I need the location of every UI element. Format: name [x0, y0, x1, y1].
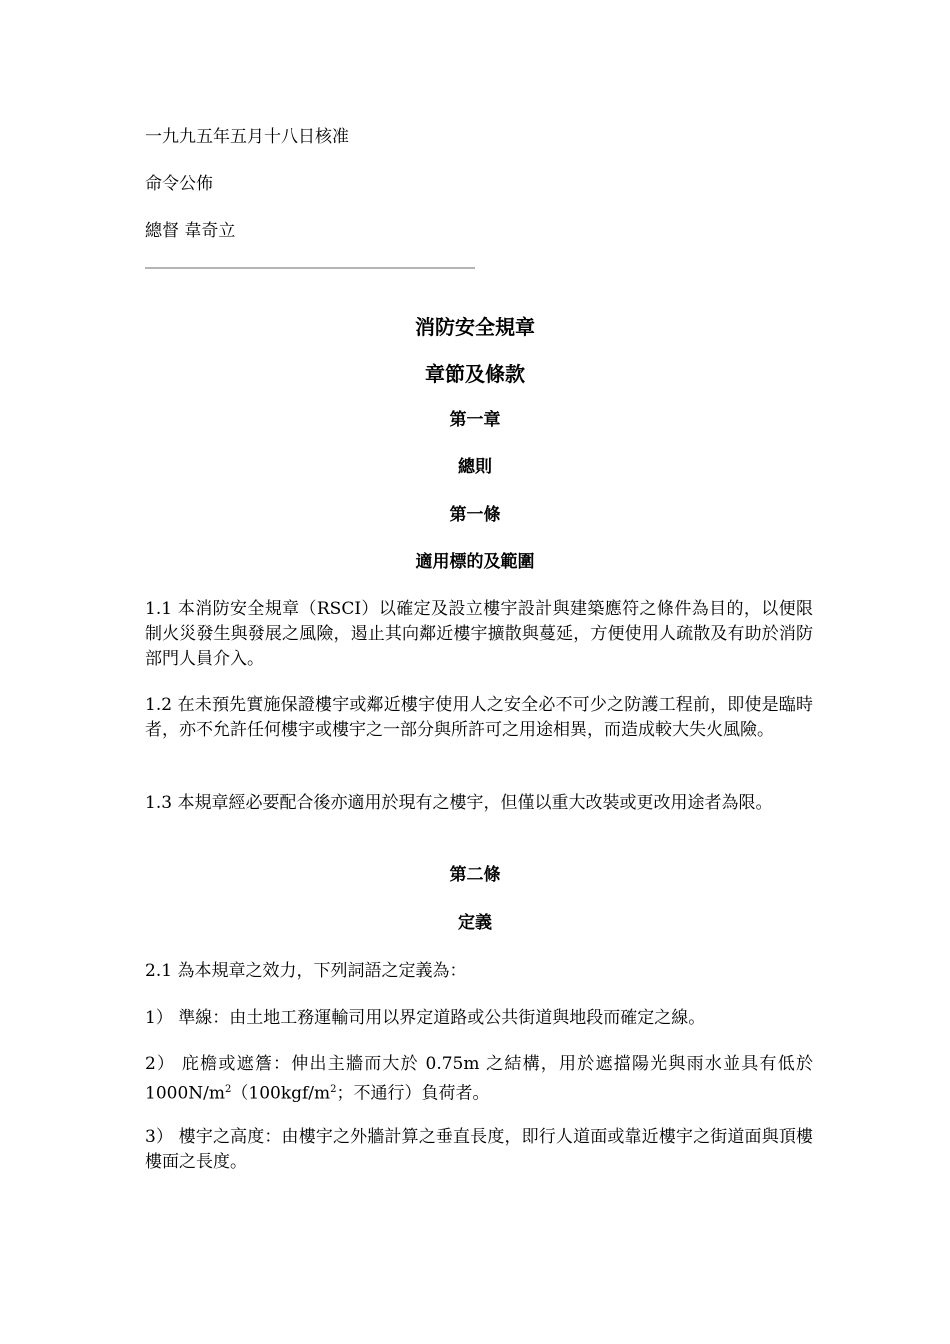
document-subtitle: 章節及條款 [425, 362, 525, 386]
paragraph-1-2: 1.2 在未預先實施保證樓宇或鄰近樓宇使用人之安全必不可少之防護工程前，即使是臨時者，亦不允許任何樓宇或樓宇之一部分與所許可之用途相異，而造成較大失火風險。 [145, 695, 813, 740]
article-1-heading: 第一條 [449, 505, 501, 525]
promulgation-line: 命令公佈 [145, 174, 213, 194]
paragraph-2-1: 2.1 為本規章之效力，下列詞語之定義為： [145, 961, 467, 981]
definition-2-text-c: ；不通行）負荷者。 [336, 1083, 490, 1104]
definition-2-sup-2: 2 [330, 1084, 337, 1095]
paragraph-1-1: 1.1 本消防安全規章（RSCI）以確定及設立樓宇設計與建築應符之條件為目的，以便限制火災發生與發展之風險，遏止其向鄰近樓宇擴散與蔓延，方便使用人疏散及有助於消防部門人員介入。 [145, 599, 813, 669]
article-2-title: 定義 [458, 913, 492, 933]
chapter-heading: 第一章 [449, 410, 501, 430]
paragraph-1-3: 1.3 本規章經必要配合後亦適用於現有之樓宇，但僅以重大改裝或更改用途者為限。 [145, 793, 773, 813]
definition-2-text-b: （100kgf/m [231, 1083, 331, 1104]
approval-date: 一九九五年五月十八日核准 [145, 127, 349, 147]
document-title: 消防安全規章 [415, 315, 535, 339]
article-1-title: 適用標的及範圍 [415, 552, 535, 572]
chapter-title: 總則 [458, 457, 492, 477]
separator-rule [145, 267, 475, 269]
signatory-line: 總督 韋奇立 [145, 221, 236, 241]
article-2-heading: 第二條 [449, 865, 501, 885]
definition-1: 1） 準線：由土地工務運輸司用以界定道路或公共街道與地段而確定之線。 [145, 1008, 706, 1028]
definition-2-sup-1: 2 [225, 1084, 232, 1095]
definition-2-text-a: 2） 庇檐或遮簷：伸出主牆而大於 0.75m 之結構，用於遮擋陽光與雨水並具有低於 1000N/m [145, 1054, 813, 1104]
definition-3: 3） 樓宇之高度：由樓宇之外牆計算之垂直長度，即行人道面或靠近樓宇之街道面與頂樓樓面之長度。 [145, 1127, 813, 1172]
definition-2 [145, 1052, 813, 1107]
